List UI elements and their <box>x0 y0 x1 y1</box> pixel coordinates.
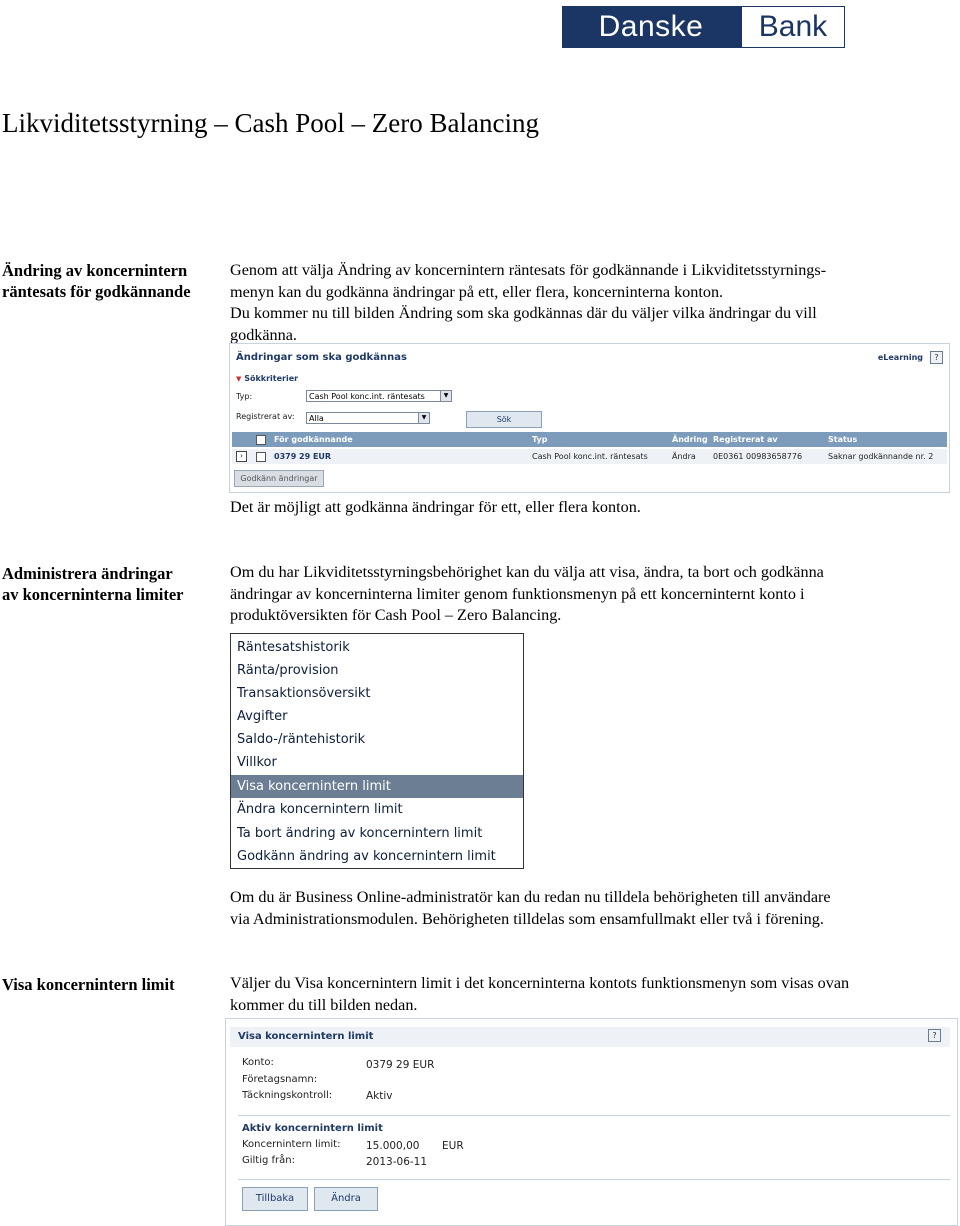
search-button[interactable]: Sök <box>466 411 542 428</box>
limit-label: Koncernintern limit: <box>242 1139 341 1150</box>
section2-line: ändringar av koncerninterna limiter genom funktionsmenyn på ett koncerninternt konto i <box>230 584 805 603</box>
registered-label: Registrerat av: <box>236 412 295 421</box>
approve-changes-button[interactable]: Godkänn ändringar <box>234 470 324 487</box>
section2-after-line: via Administrationsmodulen. Behörigheten tilldelas som ensamfullmakt eller två i förening. <box>230 909 824 928</box>
row-checkbox[interactable] <box>256 452 266 462</box>
table-row <box>232 449 947 464</box>
row-registered-by: 0E0361 00983658776 <box>713 452 803 461</box>
back-button[interactable]: Tillbaka <box>242 1187 308 1211</box>
section1-after-text: Det är möjligt att godkänna ändringar för ett, eller flera konton. <box>230 498 641 516</box>
menu-item-approve-limit-change[interactable]: Godkänn ändring av koncernintern limit <box>237 849 496 864</box>
column-header: För godkännande <box>274 435 353 444</box>
page-title: Likviditetsstyrning – Cash Pool – Zero Balancing <box>2 108 539 138</box>
menu-item-balance-history[interactable]: Saldo-/räntehistorik <box>237 732 366 747</box>
limit-currency: EUR <box>442 1140 464 1152</box>
column-header: Status <box>828 435 858 444</box>
approval-title: Ändringar som ska godkännas <box>236 352 407 363</box>
section1-line: Genom att välja Ändring av koncernintern räntesats för godkännande i Likviditetsstyrnings- <box>230 261 827 279</box>
search-criteria-label: Sökkriterier <box>244 374 299 383</box>
help-icon[interactable]: ? <box>928 1029 941 1042</box>
active-limit-heading: Aktiv koncernintern limit <box>242 1123 383 1134</box>
change-button[interactable]: Ändra <box>314 1187 378 1211</box>
section1-heading <box>2 260 191 302</box>
show-limit-title: Visa koncernintern limit <box>238 1031 374 1042</box>
menu-item-interest-commission[interactable]: Ränta/provision <box>237 663 339 678</box>
select-all-checkbox[interactable] <box>256 435 266 445</box>
menu-item-show-limit[interactable]: Visa koncernintern limit <box>231 775 523 798</box>
menu-item-transaction-overview[interactable]: Transaktionsöversikt <box>237 686 371 701</box>
row-account-link[interactable]: 0379 29 EUR <box>274 452 332 461</box>
section2-after-line: Om du är Business Online-administratör kan du redan nu tilldela behörigheten till användare <box>230 888 831 906</box>
konto-label: Konto: <box>242 1057 274 1068</box>
section2-line: produktöversikten för Cash Pool – Zero Balancing. <box>230 606 562 624</box>
section2-heading-line2: av koncerninterna limiter <box>2 585 184 604</box>
divider <box>238 1179 950 1180</box>
registered-select[interactable] <box>306 412 430 424</box>
triangle-down-icon: ▼ <box>236 375 242 383</box>
section2-heading-line1: Administrera ändringar <box>2 564 173 583</box>
column-header: Registrerat av <box>713 435 778 444</box>
row-status: Saknar godkännande nr. 2 <box>828 452 934 461</box>
section1-line: Du kommer nu till bilden Ändring som ska godkännas där du väljer vilka ändringar du vill <box>230 304 817 322</box>
section1-text <box>230 260 950 346</box>
row-type: Cash Pool konc.int. räntesats <box>532 452 648 461</box>
column-header: Typ <box>532 435 548 444</box>
company-label: Företagsnamn: <box>242 1074 318 1085</box>
section3-line: Väljer du Visa koncernintern limit i det koncerninterna kontots funktionsmenyn som visas ovan <box>230 974 850 992</box>
logo-part-bank: Bank <box>739 7 844 47</box>
section1-line: menyn kan du godkänna ändringar på ett, eller flera, koncerninterna konton. <box>230 282 724 301</box>
divider <box>238 1115 950 1116</box>
menu-item-delete-limit-change[interactable]: Ta bort ändring av koncernintern limit <box>237 826 483 841</box>
registered-select-value: Alla <box>309 414 324 423</box>
section3-heading: Visa koncernintern limit <box>2 975 175 994</box>
konto-value: 0379 29 EUR <box>366 1059 435 1071</box>
table-header <box>232 432 947 447</box>
menu-item-interest-rate-history[interactable]: Räntesatshistorik <box>237 640 350 655</box>
chevron-down-icon: ▼ <box>418 413 429 423</box>
menu-item-terms[interactable]: Villkor <box>237 755 277 770</box>
valid-from-value: 2013-06-11 <box>366 1156 428 1168</box>
column-header: Ändring <box>672 435 708 444</box>
section2-text <box>230 562 950 627</box>
section2-heading <box>2 563 183 605</box>
row-change: Ändra <box>672 452 696 461</box>
elearning-link[interactable]: eLearning <box>877 353 923 362</box>
section2-line: Om du har Likviditetsstyrningsbehörighet kan du välja att visa, ändra, ta bort och godkänna <box>230 563 824 581</box>
chevron-down-icon: ▼ <box>440 391 451 401</box>
menu-item-change-limit[interactable]: Ändra koncernintern limit <box>237 802 403 817</box>
type-label: Typ: <box>236 392 253 401</box>
type-select-value: Cash Pool konc.int. räntesats <box>309 392 425 401</box>
function-menu-screenshot <box>230 633 524 869</box>
section1-heading-line1: Ändring av koncernintern <box>2 261 188 280</box>
valid-from-label: Giltig från: <box>242 1155 295 1166</box>
search-criteria-toggle[interactable] <box>236 374 298 383</box>
coverage-value: Aktiv <box>366 1090 393 1102</box>
approval-changes-screenshot <box>229 343 950 493</box>
section3-text <box>230 973 950 1016</box>
danske-bank-logo <box>562 6 845 48</box>
type-select[interactable] <box>306 390 452 402</box>
limit-value: 15.000,00 <box>366 1140 420 1152</box>
section1-heading-line2: räntesats för godkännande <box>2 282 191 301</box>
show-limit-screenshot <box>225 1018 958 1226</box>
section1-line: godkänna. <box>230 325 297 344</box>
help-icon[interactable]: ? <box>930 351 943 364</box>
expand-icon[interactable]: › <box>236 451 247 462</box>
section3-line: kommer du till bilden nedan. <box>230 995 418 1014</box>
section2-after-text <box>230 887 950 930</box>
logo-part-danske: Danske <box>563 7 739 47</box>
menu-item-fees[interactable]: Avgifter <box>237 709 288 724</box>
coverage-label: Täckningskontroll: <box>242 1090 333 1101</box>
